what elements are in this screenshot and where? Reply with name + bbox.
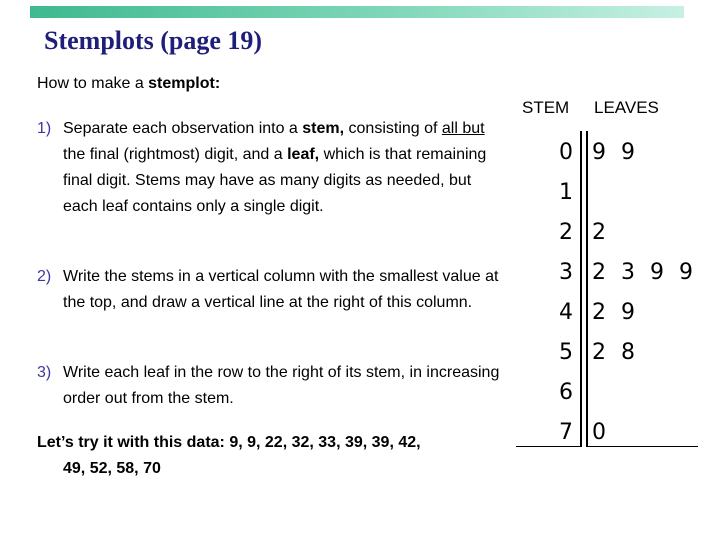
step-3 — [37, 360, 507, 412]
step-number: 2) — [37, 268, 52, 285]
leaf-values: 2 8 — [592, 340, 639, 365]
slide-title: Stemplots (page 19) — [44, 26, 263, 55]
leaf-values: 2 — [592, 220, 610, 245]
step-text — [63, 116, 507, 220]
stem-value: 7 — [559, 420, 573, 445]
leaf-values: 2 3 9 9 — [592, 260, 697, 285]
try-it-data — [37, 430, 497, 482]
stem-header: STEM — [522, 98, 570, 117]
title-accent-bar — [30, 6, 684, 18]
term-stem: stem, — [302, 120, 345, 137]
intro-text: How to make a — [37, 75, 149, 92]
stem-value: 4 — [559, 300, 573, 325]
leaf-values: 2 9 — [592, 300, 639, 325]
stem-value: 2 — [559, 220, 573, 245]
step-number: 1) — [37, 120, 52, 137]
step-text-part: which is that remaining final digit. Stems may have as many digits as needed, but each leaf contains only a single digit. — [63, 146, 487, 215]
stem-value: 3 — [559, 260, 573, 285]
term-leaf: leaf, — [287, 146, 320, 163]
intro-bold: stemplot: — [148, 75, 221, 92]
intro-heading — [37, 75, 220, 93]
stem-value: 6 — [559, 380, 573, 405]
stem-value: 0 — [559, 140, 573, 165]
leaf-values: 9 9 — [592, 140, 639, 165]
stem-value: 1 — [559, 180, 573, 205]
stem-value: 5 — [559, 340, 573, 365]
step-text-part: the final (rightmost) digit, and a — [63, 146, 288, 163]
try-it-line-2: 49, 52, 58, 70 — [63, 460, 161, 477]
step-number: 3) — [37, 364, 52, 381]
leaf-values: 0 — [592, 420, 610, 445]
step-1 — [37, 116, 507, 220]
step-2 — [37, 264, 507, 316]
underlined-phrase: all but — [441, 120, 485, 137]
try-it-line-1: Let’s try it with this data: 9, 9, 22, 32, 33, 39, 39, 42, — [37, 434, 421, 451]
leaves-header: LEAVES — [594, 98, 659, 117]
step-text: Write each leaf in the row to the right of its stem, in increasing order out from the stem. — [63, 364, 500, 407]
step-text: Write the stems in a vertical column with the smallest value at the top, and draw a vertical line at the right of this column. — [63, 268, 499, 311]
step-text-part: Separate each observation into a — [63, 120, 303, 137]
step-text-part: consisting of — [344, 120, 442, 137]
